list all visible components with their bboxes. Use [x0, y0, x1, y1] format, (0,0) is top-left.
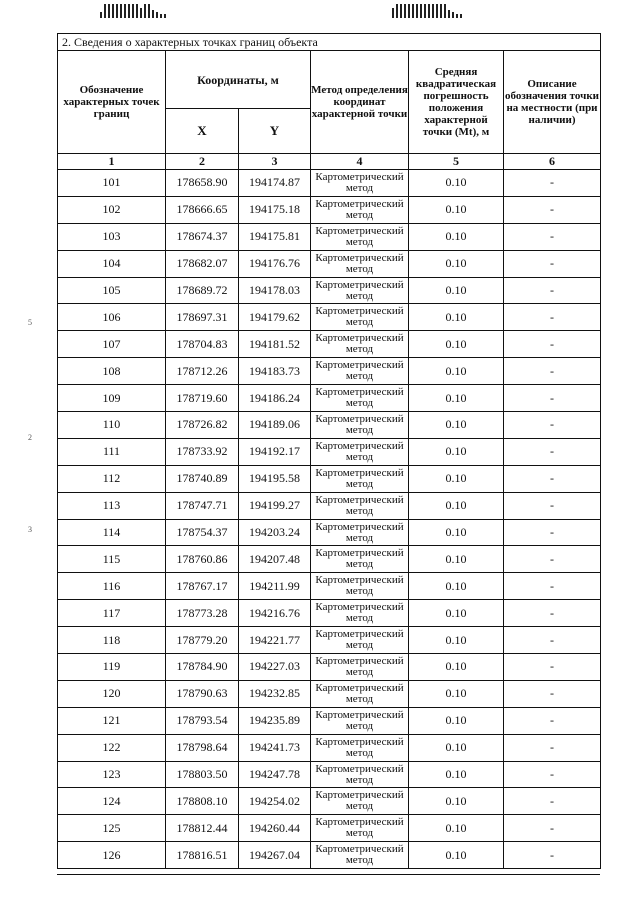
header-x: X [166, 109, 239, 154]
table-row [58, 546, 601, 573]
margin-mark: 5 [28, 318, 32, 327]
method-cell: Картометрический метод [311, 223, 409, 250]
x-coordinate-cell: 178779.20 [166, 627, 239, 654]
x-coordinate-cell: 178740.89 [166, 465, 239, 492]
x-coordinate-cell: 178674.37 [166, 223, 239, 250]
x-coordinate-cell: 178747.71 [166, 492, 239, 519]
error-cell: 0.10 [409, 465, 504, 492]
description-cell: - [504, 546, 601, 573]
description-cell: - [504, 600, 601, 627]
point-id-cell: 118 [58, 627, 166, 654]
x-coordinate-cell: 178793.54 [166, 707, 239, 734]
error-cell: 0.10 [409, 331, 504, 358]
error-cell: 0.10 [409, 654, 504, 681]
error-cell: 0.10 [409, 680, 504, 707]
table-row [58, 519, 601, 546]
method-cell: Картометрический метод [311, 654, 409, 681]
point-id-cell: 107 [58, 331, 166, 358]
table-row [58, 788, 601, 815]
method-cell: Картометрический метод [311, 627, 409, 654]
description-cell: - [504, 385, 601, 412]
x-coordinate-cell: 178712.26 [166, 358, 239, 385]
error-cell: 0.10 [409, 546, 504, 573]
method-cell: Картометрический метод [311, 519, 409, 546]
method-cell: Картометрический метод [311, 573, 409, 600]
table-row [58, 573, 601, 600]
description-cell: - [504, 438, 601, 465]
point-id-cell: 114 [58, 519, 166, 546]
table-row [58, 600, 601, 627]
method-cell: Картометрический метод [311, 842, 409, 869]
table-row [58, 331, 601, 358]
y-coordinate-cell: 194199.27 [239, 492, 311, 519]
column-number: 5 [409, 154, 504, 170]
point-id-cell: 106 [58, 304, 166, 331]
column-number: 1 [58, 154, 166, 170]
table-row [58, 170, 601, 197]
error-cell: 0.10 [409, 573, 504, 600]
description-cell: - [504, 465, 601, 492]
method-cell: Картометрический метод [311, 761, 409, 788]
y-coordinate-cell: 194183.73 [239, 358, 311, 385]
point-id-cell: 115 [58, 546, 166, 573]
x-coordinate-cell: 178816.51 [166, 842, 239, 869]
y-coordinate-cell: 194181.52 [239, 331, 311, 358]
y-coordinate-cell: 194235.89 [239, 707, 311, 734]
error-cell: 0.10 [409, 358, 504, 385]
bottom-rule [57, 874, 600, 875]
point-id-cell: 108 [58, 358, 166, 385]
y-coordinate-cell: 194195.58 [239, 465, 311, 492]
table-row [58, 734, 601, 761]
x-coordinate-cell: 178733.92 [166, 438, 239, 465]
point-id-cell: 123 [58, 761, 166, 788]
y-coordinate-cell: 194178.03 [239, 277, 311, 304]
description-cell: - [504, 277, 601, 304]
method-cell: Картометрический метод [311, 277, 409, 304]
description-cell: - [504, 734, 601, 761]
method-cell: Картометрический метод [311, 815, 409, 842]
table-row [58, 465, 601, 492]
table-row [58, 250, 601, 277]
point-id-cell: 126 [58, 842, 166, 869]
x-coordinate-cell: 178808.10 [166, 788, 239, 815]
method-cell: Картометрический метод [311, 546, 409, 573]
point-id-cell: 124 [58, 788, 166, 815]
header-coordinates: Координаты, м [166, 51, 311, 109]
x-coordinate-cell: 178784.90 [166, 654, 239, 681]
x-coordinate-cell: 178812.44 [166, 815, 239, 842]
point-id-cell: 112 [58, 465, 166, 492]
y-coordinate-cell: 194267.04 [239, 842, 311, 869]
table-row [58, 627, 601, 654]
method-cell: Картометрический метод [311, 600, 409, 627]
x-coordinate-cell: 178790.63 [166, 680, 239, 707]
method-cell: Картометрический метод [311, 734, 409, 761]
x-coordinate-cell: 178803.50 [166, 761, 239, 788]
table-row [58, 385, 601, 412]
method-cell: Картометрический метод [311, 385, 409, 412]
point-id-cell: 122 [58, 734, 166, 761]
table-row [58, 304, 601, 331]
y-coordinate-cell: 194221.77 [239, 627, 311, 654]
error-cell: 0.10 [409, 196, 504, 223]
x-coordinate-cell: 178798.64 [166, 734, 239, 761]
y-coordinate-cell: 194216.76 [239, 600, 311, 627]
table-row [58, 277, 601, 304]
table-row [58, 815, 601, 842]
description-cell: - [504, 707, 601, 734]
error-cell: 0.10 [409, 734, 504, 761]
column-number: 3 [239, 154, 311, 170]
error-cell: 0.10 [409, 788, 504, 815]
column-number: 4 [311, 154, 409, 170]
table-body [58, 170, 601, 869]
table-row [58, 412, 601, 439]
method-cell: Картометрический метод [311, 788, 409, 815]
table-row [58, 842, 601, 869]
description-cell: - [504, 654, 601, 681]
description-cell: - [504, 170, 601, 197]
method-cell: Картометрический метод [311, 680, 409, 707]
header-y: Y [239, 109, 311, 154]
point-id-cell: 119 [58, 654, 166, 681]
table-row [58, 492, 601, 519]
point-id-cell: 116 [58, 573, 166, 600]
error-cell: 0.10 [409, 627, 504, 654]
y-coordinate-cell: 194232.85 [239, 680, 311, 707]
x-coordinate-cell: 178658.90 [166, 170, 239, 197]
column-number: 6 [504, 154, 601, 170]
y-coordinate-cell: 194241.73 [239, 734, 311, 761]
x-coordinate-cell: 178697.31 [166, 304, 239, 331]
point-id-cell: 125 [58, 815, 166, 842]
table-row [58, 761, 601, 788]
description-cell: - [504, 412, 601, 439]
y-coordinate-cell: 194174.87 [239, 170, 311, 197]
error-cell: 0.10 [409, 385, 504, 412]
header-method: Метод определения координат характерной точки [311, 51, 409, 154]
y-coordinate-cell: 194176.76 [239, 250, 311, 277]
y-coordinate-cell: 194186.24 [239, 385, 311, 412]
method-cell: Картометрический метод [311, 438, 409, 465]
x-coordinate-cell: 178754.37 [166, 519, 239, 546]
y-coordinate-cell: 194227.03 [239, 654, 311, 681]
method-cell: Картометрический метод [311, 412, 409, 439]
table-row [58, 223, 601, 250]
column-numbers-row [58, 154, 601, 170]
barcode-left [100, 4, 168, 18]
barcode-right [392, 4, 464, 18]
point-id-cell: 121 [58, 707, 166, 734]
error-cell: 0.10 [409, 170, 504, 197]
table-row [58, 654, 601, 681]
x-coordinate-cell: 178773.28 [166, 600, 239, 627]
description-cell: - [504, 331, 601, 358]
header-designation: Обозначение характерных точек границ [58, 51, 166, 154]
description-cell: - [504, 761, 601, 788]
x-coordinate-cell: 178767.17 [166, 573, 239, 600]
table-row [58, 358, 601, 385]
x-coordinate-cell: 178689.72 [166, 277, 239, 304]
x-coordinate-cell: 178760.86 [166, 546, 239, 573]
point-id-cell: 105 [58, 277, 166, 304]
description-cell: - [504, 842, 601, 869]
description-cell: - [504, 519, 601, 546]
point-id-cell: 113 [58, 492, 166, 519]
y-coordinate-cell: 194260.44 [239, 815, 311, 842]
x-coordinate-cell: 178726.82 [166, 412, 239, 439]
description-cell: - [504, 196, 601, 223]
method-cell: Картометрический метод [311, 304, 409, 331]
description-cell: - [504, 250, 601, 277]
description-cell: - [504, 815, 601, 842]
x-coordinate-cell: 178682.07 [166, 250, 239, 277]
header-error: Средняя квадратическая погрешность положения характерной точки (Mt), м [409, 51, 504, 154]
y-coordinate-cell: 194179.62 [239, 304, 311, 331]
description-cell: - [504, 573, 601, 600]
description-cell: - [504, 680, 601, 707]
header-description: Описание обозначения точки на местности (при наличии) [504, 51, 601, 154]
error-cell: 0.10 [409, 412, 504, 439]
method-cell: Картометрический метод [311, 196, 409, 223]
point-id-cell: 111 [58, 438, 166, 465]
description-cell: - [504, 358, 601, 385]
point-id-cell: 117 [58, 600, 166, 627]
column-number: 2 [166, 154, 239, 170]
method-cell: Картометрический метод [311, 331, 409, 358]
error-cell: 0.10 [409, 492, 504, 519]
error-cell: 0.10 [409, 707, 504, 734]
boundary-points-table [57, 33, 601, 869]
y-coordinate-cell: 194175.81 [239, 223, 311, 250]
y-coordinate-cell: 194211.99 [239, 573, 311, 600]
margin-mark: 2 [28, 433, 32, 442]
error-cell: 0.10 [409, 842, 504, 869]
method-cell: Картометрический метод [311, 170, 409, 197]
description-cell: - [504, 788, 601, 815]
method-cell: Картометрический метод [311, 707, 409, 734]
x-coordinate-cell: 178666.65 [166, 196, 239, 223]
y-coordinate-cell: 194207.48 [239, 546, 311, 573]
point-id-cell: 103 [58, 223, 166, 250]
description-cell: - [504, 304, 601, 331]
table-row [58, 438, 601, 465]
margin-mark: 3 [28, 525, 32, 534]
description-cell: - [504, 627, 601, 654]
error-cell: 0.10 [409, 519, 504, 546]
y-coordinate-cell: 194189.06 [239, 412, 311, 439]
x-coordinate-cell: 178719.60 [166, 385, 239, 412]
table-row [58, 680, 601, 707]
y-coordinate-cell: 194175.18 [239, 196, 311, 223]
error-cell: 0.10 [409, 815, 504, 842]
point-id-cell: 104 [58, 250, 166, 277]
error-cell: 0.10 [409, 250, 504, 277]
point-id-cell: 101 [58, 170, 166, 197]
error-cell: 0.10 [409, 600, 504, 627]
method-cell: Картометрический метод [311, 358, 409, 385]
method-cell: Картометрический метод [311, 465, 409, 492]
table-row [58, 707, 601, 734]
point-id-cell: 110 [58, 412, 166, 439]
method-cell: Картометрический метод [311, 492, 409, 519]
error-cell: 0.10 [409, 304, 504, 331]
y-coordinate-cell: 194254.02 [239, 788, 311, 815]
y-coordinate-cell: 194203.24 [239, 519, 311, 546]
error-cell: 0.10 [409, 438, 504, 465]
description-cell: - [504, 223, 601, 250]
y-coordinate-cell: 194192.17 [239, 438, 311, 465]
y-coordinate-cell: 194247.78 [239, 761, 311, 788]
point-id-cell: 109 [58, 385, 166, 412]
description-cell: - [504, 492, 601, 519]
x-coordinate-cell: 178704.83 [166, 331, 239, 358]
table-row [58, 196, 601, 223]
point-id-cell: 102 [58, 196, 166, 223]
error-cell: 0.10 [409, 761, 504, 788]
section-title: 2. Сведения о характерных точках границ объекта [58, 34, 601, 51]
method-cell: Картометрический метод [311, 250, 409, 277]
point-id-cell: 120 [58, 680, 166, 707]
error-cell: 0.10 [409, 223, 504, 250]
error-cell: 0.10 [409, 277, 504, 304]
